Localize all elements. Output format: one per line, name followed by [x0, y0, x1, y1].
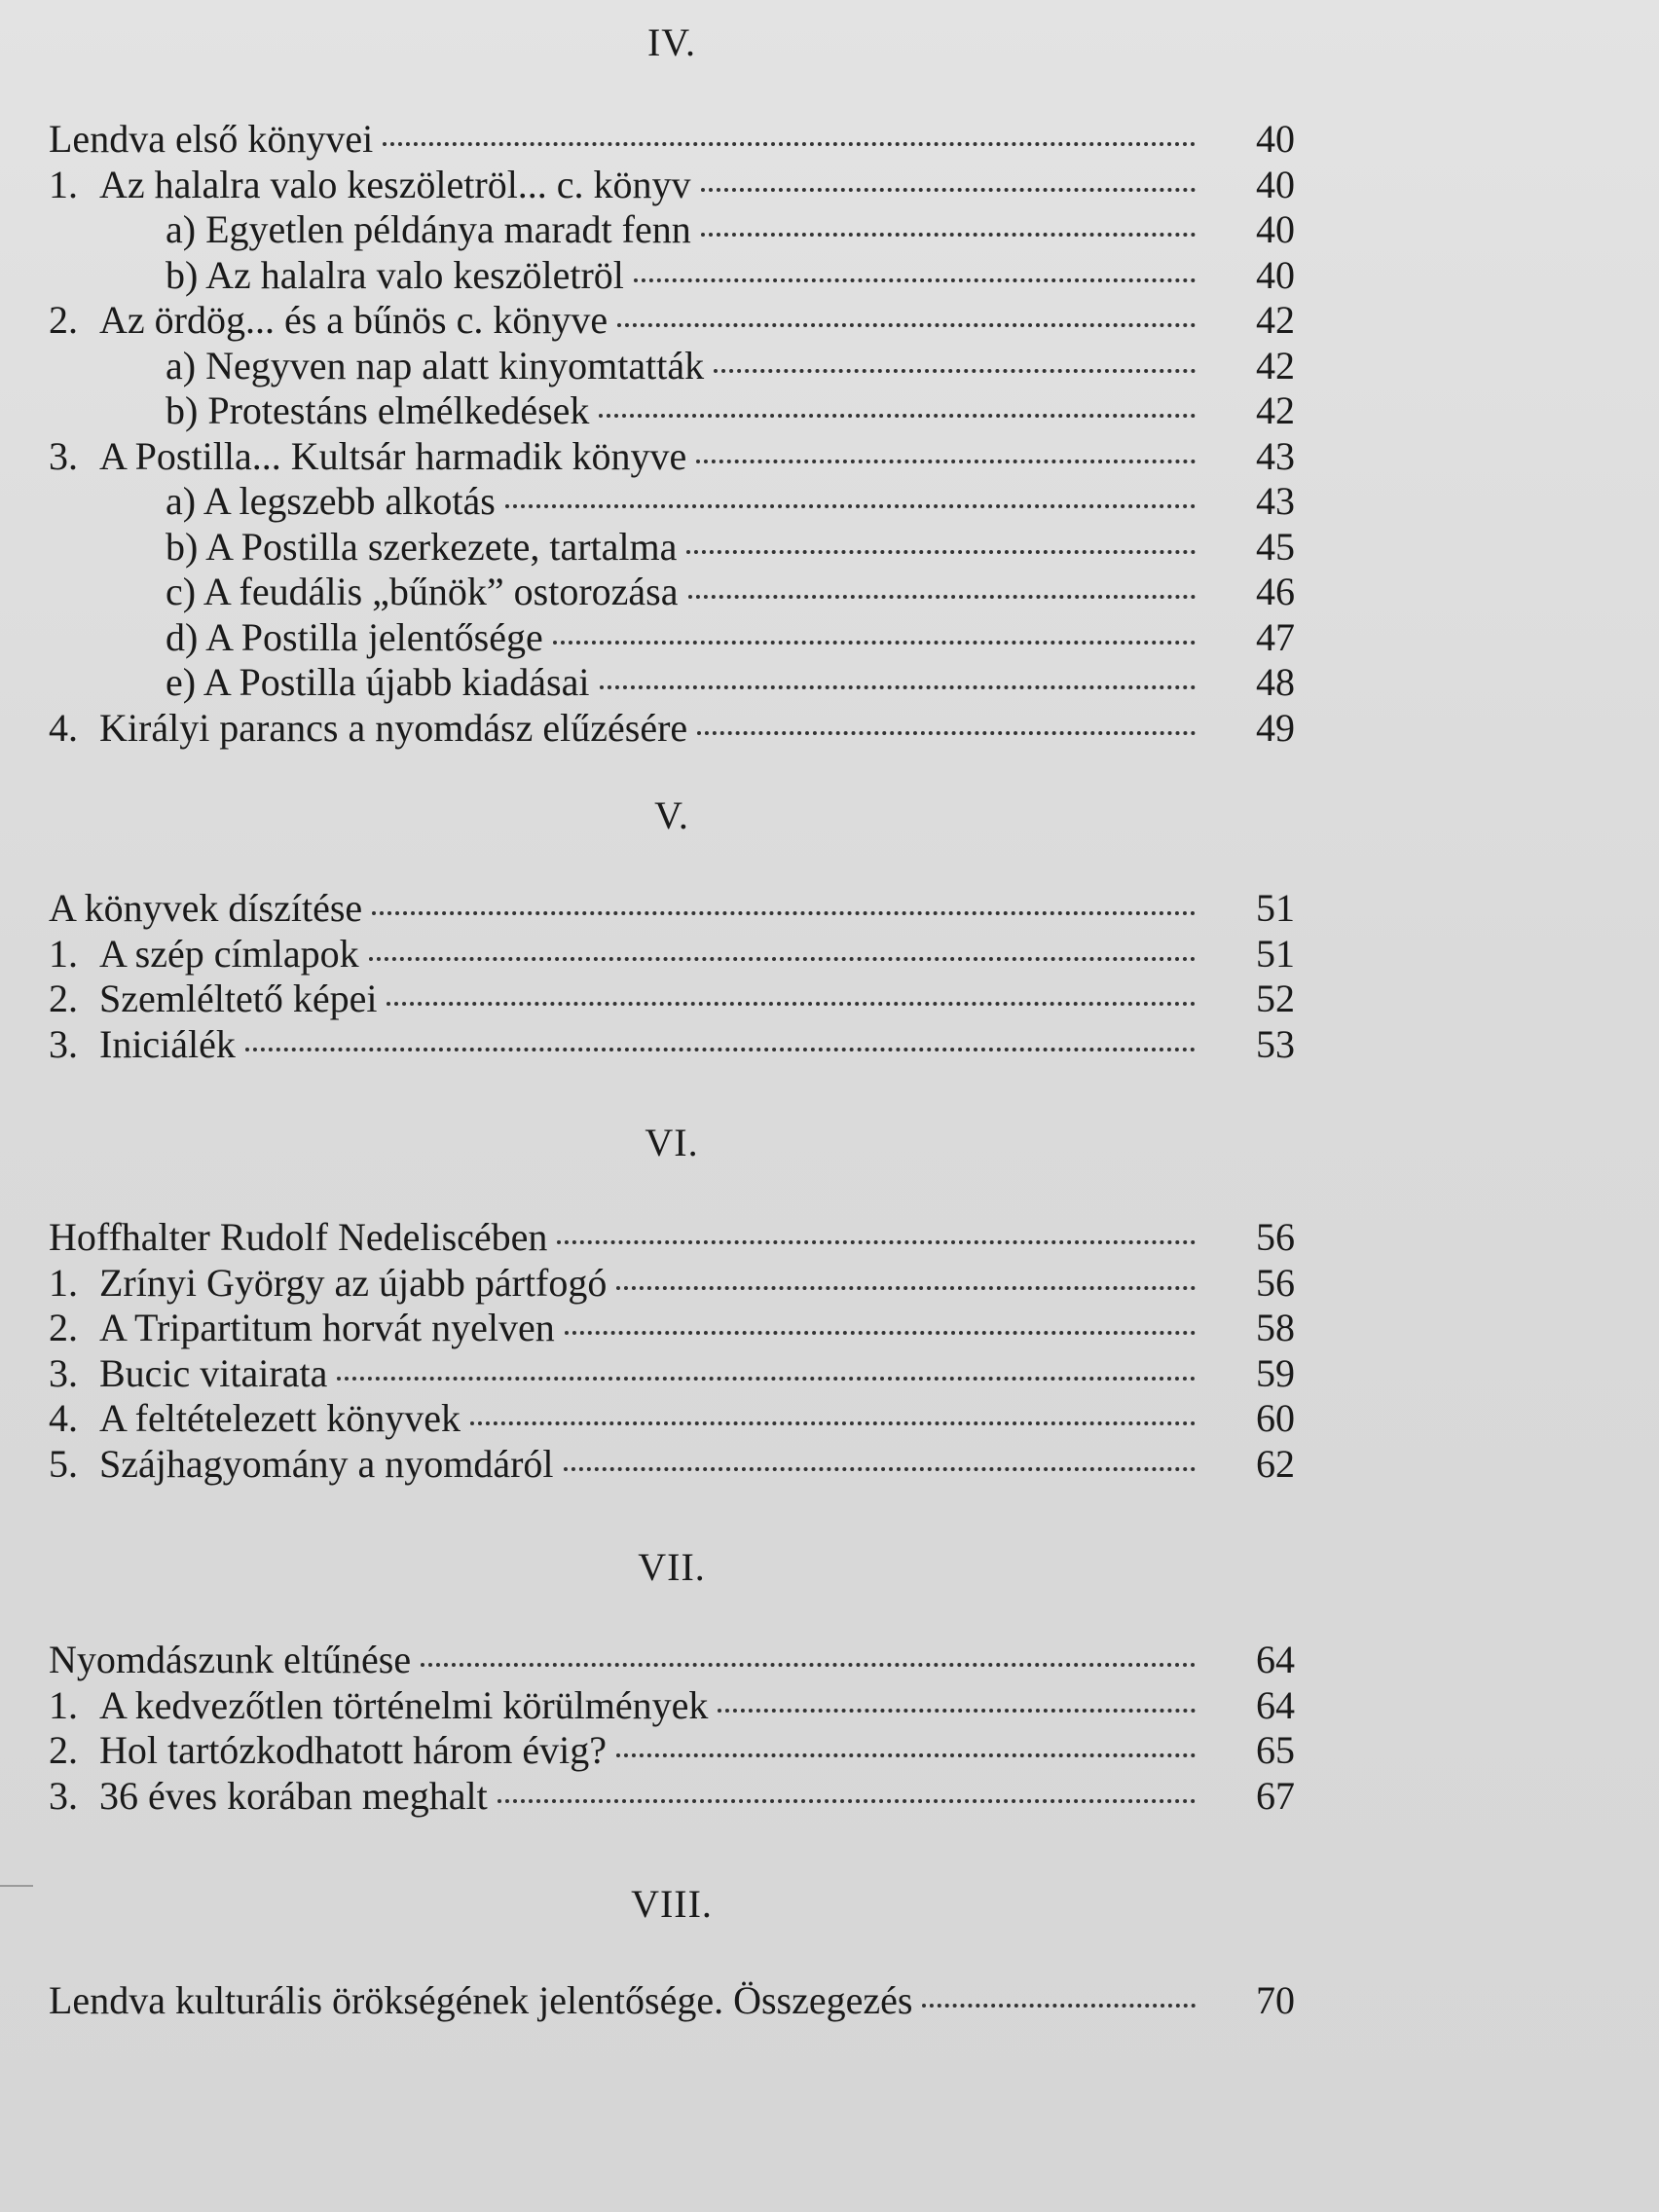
toc-entry: [49, 253, 1295, 299]
entry-page-number: 52: [1256, 977, 1295, 1020]
entry-page-number: 42: [1256, 388, 1295, 432]
dot-leader: [369, 957, 1196, 961]
toc-entry: [49, 1638, 1295, 1683]
entry-page-number: 47: [1256, 614, 1295, 659]
dot-leader: [337, 1377, 1196, 1381]
toc-list: [49, 117, 1295, 751]
dot-leader: [617, 323, 1196, 327]
entry-page-number: 43: [1256, 479, 1295, 523]
entry-number: 5.: [49, 1441, 78, 1486]
entry-number: 1.: [49, 1260, 78, 1305]
entry-page-number: 67: [1256, 1773, 1295, 1818]
toc-entry: [49, 1306, 1295, 1351]
entry-title: b) Protestáns elmélkedések: [166, 388, 590, 432]
entry-page-number: 40: [1256, 117, 1295, 161]
entry-page-number: 58: [1256, 1306, 1295, 1349]
dot-leader: [553, 641, 1196, 645]
entry-title: Királyi parancs a nyomdász elűzésére: [99, 705, 688, 750]
dot-leader: [387, 1002, 1196, 1006]
entry-number: 3.: [49, 1773, 78, 1818]
entry-page-number: 51: [1256, 886, 1295, 930]
section-heading: V.: [654, 793, 689, 837]
entry-title: Az halalra valo keszöletröl... c. könyv: [99, 162, 691, 206]
entry-page-number: 70: [1256, 1978, 1295, 2022]
entry-page-number: 43: [1256, 433, 1295, 478]
entry-title: Lendva első könyvei: [49, 117, 374, 161]
entry-title: A feltételezett könyvek: [99, 1396, 461, 1440]
dot-leader: [421, 1663, 1196, 1667]
entry-number: 2.: [49, 1728, 78, 1772]
entry-title: Hoffhalter Rudolf Nedeliscében: [49, 1215, 548, 1259]
entry-title: Zrínyi György az újabb pártfogó: [99, 1260, 608, 1305]
toc-entry: [49, 1978, 1295, 2024]
entry-page-number: 45: [1256, 524, 1295, 569]
entry-title: A Postilla... Kultsár harmadik könyve: [99, 433, 687, 478]
entry-title: Szájhagyomány a nyomdáról: [99, 1441, 554, 1486]
toc-entry: [49, 388, 1295, 434]
entry-number: 2.: [49, 298, 78, 342]
entry-title: a) A legszebb alkotás: [166, 479, 496, 523]
toc-entry: [49, 1396, 1295, 1442]
entry-number: 1.: [49, 931, 78, 976]
dot-leader: [686, 550, 1196, 554]
dot-leader: [557, 1240, 1196, 1244]
section-heading: VII.: [638, 1545, 706, 1589]
entry-page-number: 42: [1256, 343, 1295, 387]
entry-number: 2.: [49, 1306, 78, 1349]
toc-list: [49, 1978, 1295, 2024]
entry-number: 4.: [49, 705, 78, 750]
dot-leader: [922, 2004, 1196, 2008]
toc-entry: [49, 1261, 1295, 1307]
dot-leader: [505, 504, 1196, 508]
toc-entry: [49, 117, 1295, 163]
entry-page-number: 40: [1256, 252, 1295, 297]
entry-page-number: 56: [1256, 1215, 1295, 1259]
toc-list: [49, 1215, 1295, 1487]
dot-leader: [616, 1753, 1196, 1757]
toc-entry: [49, 479, 1295, 525]
toc-entry: [49, 886, 1295, 932]
entry-number: 3.: [49, 1021, 78, 1066]
dot-leader: [599, 414, 1196, 418]
entry-title: Nyomdászunk eltűnése: [49, 1638, 412, 1681]
toc-entry: [49, 1351, 1295, 1397]
entry-title: Lendva kulturális örökségének jelentősége. Összegezés: [49, 1978, 913, 2022]
toc-entry: [49, 1728, 1295, 1774]
margin-mark: [0, 1885, 33, 1887]
toc-entry: [49, 344, 1295, 389]
toc-entry: [49, 1022, 1295, 1068]
dot-leader: [600, 685, 1197, 689]
dot-leader: [564, 1467, 1196, 1471]
toc-entry: [49, 615, 1295, 661]
toc-entry: [49, 525, 1295, 571]
entry-title: Az ördög... és a bűnös c. könyve: [99, 298, 608, 342]
entry-title: Hol tartózkodhatott három évig?: [99, 1728, 607, 1772]
entry-page-number: 42: [1256, 298, 1295, 342]
toc-list: [49, 886, 1295, 1067]
toc-entry: [49, 977, 1295, 1022]
toc-entry: [49, 434, 1295, 480]
entry-title: Szemléltető képei: [99, 977, 378, 1020]
entry-number: 1.: [49, 1682, 78, 1727]
entry-page-number: 60: [1256, 1396, 1295, 1440]
entry-title: A kedvezőtlen történelmi körülmények: [99, 1682, 709, 1727]
entry-number: 1.: [49, 162, 78, 206]
dot-leader: [688, 595, 1196, 599]
entry-page-number: 40: [1256, 207, 1295, 251]
dot-leader: [701, 233, 1196, 237]
entry-page-number: 62: [1256, 1441, 1295, 1486]
entry-title: Iniciálék: [99, 1021, 236, 1066]
entry-title: b) Az halalra valo keszöletröl: [166, 252, 624, 297]
dot-leader: [696, 460, 1196, 463]
entry-title: a) Negyven nap alatt kinyomtatták: [166, 343, 705, 387]
entry-page-number: 65: [1256, 1728, 1295, 1772]
dot-leader: [701, 188, 1196, 192]
entry-number: 3.: [49, 433, 78, 478]
entry-number: 3.: [49, 1350, 78, 1395]
dot-leader: [714, 369, 1196, 373]
toc-entry: [49, 1442, 1295, 1488]
entry-page-number: 48: [1256, 660, 1295, 704]
entry-page-number: 64: [1256, 1682, 1295, 1727]
toc-entry: [49, 298, 1295, 344]
toc-entry: [49, 932, 1295, 977]
dot-leader: [498, 1799, 1196, 1803]
toc-entry: [49, 1774, 1295, 1820]
section-heading: VI.: [645, 1121, 699, 1164]
dot-leader: [383, 142, 1196, 146]
entry-title: d) A Postilla jelentősége: [166, 614, 543, 659]
entry-title: 36 éves korában meghalt: [99, 1773, 488, 1818]
entry-title: A Tripartitum horvát nyelven: [99, 1306, 555, 1349]
dot-leader: [634, 278, 1196, 282]
toc-list: [49, 1638, 1295, 1819]
dot-leader: [697, 731, 1196, 735]
entry-page-number: 46: [1256, 570, 1295, 613]
entry-title: a) Egyetlen példánya maradt fenn: [166, 207, 691, 251]
dot-leader: [372, 911, 1196, 915]
section-heading: VIII.: [631, 1882, 713, 1926]
section-heading: IV.: [646, 20, 697, 64]
entry-page-number: 51: [1256, 931, 1295, 976]
entry-number: 2.: [49, 977, 78, 1020]
entry-title: Bucic vitairata: [99, 1350, 328, 1395]
dot-leader: [616, 1286, 1196, 1290]
entry-number: 4.: [49, 1396, 78, 1440]
entry-title: e) A Postilla újabb kiadásai: [166, 660, 590, 704]
toc-entry: [49, 660, 1295, 706]
entry-title: A szép címlapok: [99, 931, 359, 976]
toc-entry: [49, 1215, 1295, 1261]
toc-entry: [49, 570, 1295, 615]
toc-entry: [49, 163, 1295, 208]
entry-page-number: 40: [1256, 162, 1295, 206]
dot-leader: [565, 1331, 1196, 1335]
entry-title: A könyvek díszítése: [49, 886, 363, 930]
dot-leader: [718, 1709, 1196, 1713]
dot-leader: [245, 1048, 1196, 1051]
entry-page-number: 56: [1256, 1260, 1295, 1305]
toc-entry: [49, 1683, 1295, 1729]
entry-page-number: 64: [1256, 1638, 1295, 1681]
entry-page-number: 53: [1256, 1021, 1295, 1066]
toc-entry: [49, 207, 1295, 253]
toc-entry: [49, 706, 1295, 752]
entry-title: c) A feudális „bűnök” ostorozása: [166, 570, 679, 613]
entry-title: b) A Postilla szerkezete, tartalma: [166, 524, 678, 569]
dot-leader: [470, 1421, 1196, 1425]
entry-page-number: 49: [1256, 705, 1295, 750]
entry-page-number: 59: [1256, 1350, 1295, 1395]
